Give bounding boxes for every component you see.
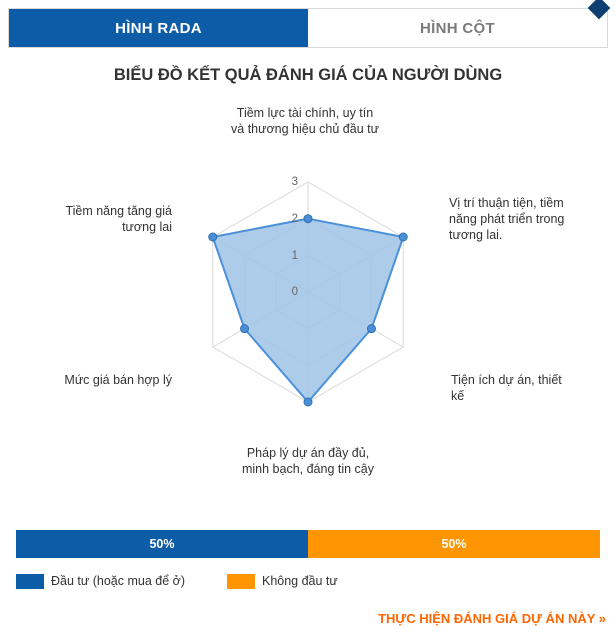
radar-label-appreciation: Tiềm năng tăng giá tương lai bbox=[65, 204, 172, 234]
chart-title: BIỂU ĐỒ KẾT QUẢ ĐÁNH GIÁ CỦA NGƯỜI DÙNG bbox=[113, 66, 503, 84]
vote-segment-no-invest-label: 50% bbox=[441, 537, 467, 551]
legend-item-no-invest bbox=[227, 574, 338, 589]
vote-segment-no-invest bbox=[308, 530, 600, 558]
vote-legend bbox=[16, 570, 600, 592]
radar-svg bbox=[0, 92, 616, 504]
radar-series-area bbox=[213, 219, 404, 402]
radar-label-location: Vị trí thuận tiện, tiềm năng phát triển trong tương lai. bbox=[449, 196, 565, 242]
chart-type-tabs bbox=[8, 8, 608, 48]
radar-label-financial-strength: Tiềm lực tài chính, uy tín và thương hiệu chủ đầu tư bbox=[231, 106, 379, 136]
legend-item-invest bbox=[16, 574, 185, 589]
radar-tick-1: 1 bbox=[291, 250, 298, 262]
radar-label-legal: Pháp lý dự án đầy đủ, minh bạch, đáng tin cậy bbox=[241, 446, 375, 476]
tab-bar-label: HÌNH CỘT bbox=[420, 19, 495, 37]
radar-tick-3: 3 bbox=[291, 176, 298, 188]
radar-label-amenities: Tiện ích dự án, thiết kế bbox=[451, 373, 562, 403]
tab-radar-label: HÌNH RADA bbox=[115, 19, 202, 37]
radar-tick-0: 0 bbox=[291, 286, 298, 298]
start-evaluation-link[interactable]: THỰC HIỆN ĐÁNH GIÁ DỰ ÁN NÀY » bbox=[378, 611, 606, 626]
tab-bar[interactable] bbox=[308, 9, 607, 47]
tab-radar[interactable] bbox=[9, 9, 308, 47]
radar-label-price: Mức giá bán hợp lý bbox=[64, 373, 172, 387]
legend-label-no-invest: Không đầu tư bbox=[261, 574, 338, 588]
vote-segment-invest-label: 50% bbox=[149, 537, 175, 551]
vote-percent-bar bbox=[16, 530, 600, 558]
legend-label-invest: Đầu tư (hoặc mua để ở) bbox=[51, 574, 185, 588]
radar-tick-2: 2 bbox=[291, 213, 298, 225]
vote-segment-invest bbox=[16, 530, 308, 558]
radar-chart bbox=[0, 92, 616, 504]
legend-swatch-no-invest-icon bbox=[227, 574, 255, 589]
legend-swatch-invest-icon bbox=[16, 574, 44, 589]
